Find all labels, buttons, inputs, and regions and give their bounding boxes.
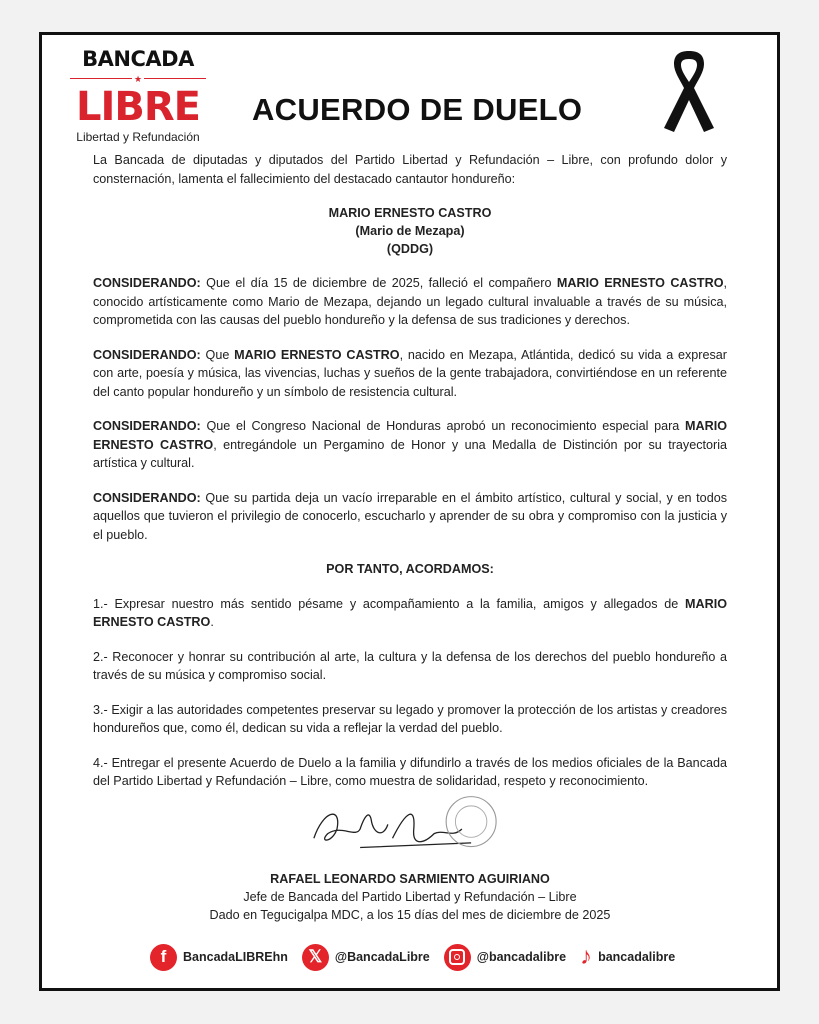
text: Que el día 15 de diciembre de 2025, falleció el compañero (200, 276, 557, 290)
honoree-block (93, 204, 727, 258)
considerando-2 (93, 346, 727, 402)
considerando-label: CONSIDERANDO: (93, 276, 201, 290)
social-instagram[interactable] (444, 944, 566, 971)
page-title: ACUERDO DE DUELO (252, 92, 583, 127)
social-links (150, 943, 675, 971)
considerando-label: CONSIDERANDO: (93, 347, 201, 362)
signer-role: Jefe de Bancada del Partido Libertad y Refundación – Libre (243, 890, 577, 904)
signer-name: RAFAEL LEONARDO SARMIENTO AGUIRIANO (270, 872, 550, 886)
considerando-label: CONSIDERANDO: (93, 419, 201, 433)
bold-name: MARIO ERNESTO CASTRO (93, 596, 727, 629)
acuerdo-1 (93, 595, 727, 632)
x-icon: 𝕏 (302, 944, 329, 971)
facebook-icon: f (150, 944, 177, 971)
considerando-4 (93, 489, 727, 545)
social-handle: bancadalibre (598, 950, 676, 964)
instagram-icon (444, 944, 471, 971)
logo-line2: LIBRE (76, 84, 200, 130)
intro-paragraph: La Bancada de diputadas y diputados del Partido Libertad y Refundación – Libre, con profundo dolor y consternación, lamenta el fallecimiento del destacado cantautor hondureño: (93, 153, 727, 186)
acuerdo-2: 2.- Reconocer y honrar su contribución al arte, la cultura y la defensa de los derechos del pueblo hondureño a través de su música y compromiso social. (93, 649, 727, 682)
logo-line1: BANCADA (82, 47, 194, 71)
considerando-1 (93, 274, 727, 330)
text: . (210, 615, 214, 629)
acuerdo-3: 3.- Exigir a las autoridades competentes preservar su legado y promover la protección de los artistas y creadores hondureños que, como él, dedican su vida a reflejar la verdad del pueblo. (93, 702, 727, 735)
star-icon: ★ (133, 74, 143, 84)
bancada-libre-logo (70, 46, 206, 145)
logo-tagline: Libertad y Refundación (76, 130, 200, 144)
social-x[interactable] (302, 944, 430, 971)
social-handle: @bancadalibre (476, 950, 567, 964)
text: 1.- Expresar nuestro más sentido pésame y acompañamiento a la familia, amigos y allegados de (93, 596, 686, 611)
text: , nacido en Mezapa, Atlántida, dedicó su vida a expresar con arte, poesía y música, las vivencias, luchas y sueños de la gente trabajadora, convirtiéndose en un referente del canto popular hondureño y un símbolo de resistencia cultural. (93, 347, 727, 399)
bold-name: MARIO ERNESTO CASTRO (93, 419, 727, 452)
text: Que su partida deja un vacío irreparable en el ámbito artístico, cultural y social, y en todos aquellos que tuvieron el privilegio de conocerlo, escucharlo y aprender de su obra y compromiso con la justicia y el pueblo. (93, 490, 727, 542)
text: Que (200, 347, 235, 362)
honoree-alias: (Mario de Mezapa) (355, 224, 465, 238)
acuerdo-4: 4.- Entregar el presente Acuerdo de Duelo a la familia y difundirlo a través de los medios oficiales de la Bancada del Partido Libertad y Refundación – Libre, como muestra de solidaridad, respeto y reconocimiento. (93, 755, 727, 788)
social-tiktok[interactable] (580, 943, 675, 971)
considerando-label: CONSIDERANDO: (93, 490, 201, 505)
text: Que el Congreso Nacional de Honduras aprobó un reconocimiento especial para (200, 419, 686, 433)
tiktok-icon: ♪ (580, 943, 593, 970)
document-body (93, 151, 727, 807)
signer-block (93, 870, 727, 924)
signing-date: Dado en Tegucigalpa MDC, a los 15 días del mes de diciembre de 2025 (209, 908, 611, 922)
por-tanto-heading: POR TANTO, ACORDAMOS: (326, 562, 494, 576)
honoree-qddg: (QDDG) (386, 242, 434, 256)
text: , conocido artísticamente como Mario de Mezapa, dejando un legado cultural invaluable a través de su música, comprometida con las causas del pueblo hondureño y la defensa de sus tradiciones y derechos. (93, 276, 728, 327)
social-handle: @BancadaLibre (334, 950, 430, 964)
social-facebook[interactable] (150, 944, 288, 971)
logo-star (70, 72, 206, 84)
bold-name: MARIO ERNESTO CASTRO (234, 347, 400, 362)
bold-name: MARIO ERNESTO CASTRO (556, 276, 724, 290)
honoree-name: MARIO ERNESTO CASTRO (328, 206, 492, 220)
text: , entregándole un Pergamino de Honor y una Medalla de Distinción por su trayectoria artística y cultural. (93, 437, 727, 470)
social-handle: BancadaLIBREhn (183, 950, 288, 964)
mourning-ribbon-icon (660, 48, 718, 134)
signature-and-seal (296, 792, 526, 866)
considerando-3 (93, 417, 727, 473)
